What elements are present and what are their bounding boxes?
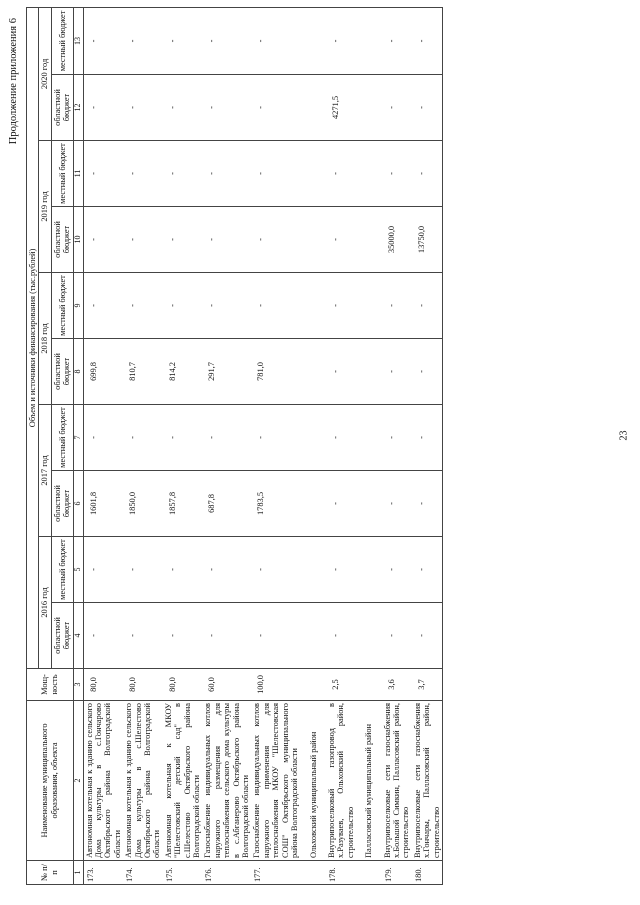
funding-cell: - [251,537,300,603]
funding-cell: - [163,273,203,339]
funding-cell: - [163,405,203,471]
funding-cell: - [123,75,163,141]
empty-cell [356,603,381,669]
column-number: 5 [73,537,83,603]
header-regional: областной бюджет [51,339,73,405]
section-row [356,7,381,884]
funding-cell: - [163,75,203,141]
funding-cell: 1857,8 [163,471,203,537]
funding-cell: 35000,0 [382,207,412,273]
object-name: Автономная котельная к зданию сельского Дома культуры в с.Шелестово Октябрьского района Волгоградской области [123,701,163,861]
funding-cell: 291,7 [202,339,251,405]
funding-cell: - [83,537,123,603]
empty-cell [301,603,326,669]
funding-cell: - [326,471,356,537]
funding-cell: - [83,75,123,141]
funding-cell: - [251,405,300,471]
funding-cell: 814,2 [163,339,203,405]
column-number: 9 [73,273,83,339]
object-name: Внутрипоселковые сети газоснабжения х.Гончары, Палласовский район, строительство [412,701,443,861]
funding-cell: - [251,141,300,207]
funding-cell: - [202,273,251,339]
table-row [202,7,251,884]
object-name: Газоснабжение индивидуальных котлов наружного размещения для теплоснабжения сельского дома культуры в с.Абганерово Октябрьского района Волгоградской области [202,701,251,861]
empty-cell [301,75,326,141]
funding-cell: - [251,603,300,669]
row-number: 177. [251,861,300,885]
funding-cell: 1783,5 [251,471,300,537]
funding-cell: - [163,603,203,669]
funding-cell: - [412,471,443,537]
funding-cell: - [83,603,123,669]
funding-cell: - [123,141,163,207]
row-number: 175. [163,861,203,885]
header-year: 2016 год [39,537,51,669]
row-number [356,861,381,885]
row-number: 174. [123,861,163,885]
funding-cell: - [163,141,203,207]
funding-cell: - [202,141,251,207]
funding-cell: - [382,339,412,405]
row-number: 173. [83,861,123,885]
funding-cell: - [123,207,163,273]
funding-cell: - [326,339,356,405]
row-number: 178. [326,861,356,885]
funding-cell: - [83,405,123,471]
power-cell: 80,0 [123,669,163,701]
header-year: 2018 год [39,273,51,405]
empty-cell [356,471,381,537]
continuation-caption: Продолжение приложения 6 [8,18,19,145]
power-cell: 80,0 [83,669,123,701]
funding-cell: - [202,207,251,273]
funding-cell: 699,8 [83,339,123,405]
funding-cell: - [163,537,203,603]
empty-cell [301,537,326,603]
funding-cell: 13750,0 [412,207,443,273]
section-title: Палласовский муниципальный район [356,701,381,861]
empty-cell [356,75,381,141]
table-row [123,7,163,884]
header-regional: областной бюджет [51,207,73,273]
object-name: Автономная котельная к МКОУ "Шелестовский детский сад" в с.Шелестово Октябрьского района Волгоградской области [163,701,203,861]
table-row [163,7,203,884]
funding-cell: - [412,603,443,669]
funding-cell: - [251,273,300,339]
funding-cell: - [326,141,356,207]
empty-cell [356,405,381,471]
funding-cell: 781,0 [251,339,300,405]
header-local: местный бюджет [51,405,73,471]
funding-cell: - [326,7,356,74]
column-number: 12 [73,75,83,141]
page-number: 23 [618,430,630,441]
funding-cell: - [382,7,412,74]
table-body [83,7,442,884]
column-number: 10 [73,207,83,273]
empty-cell [301,405,326,471]
funding-cell: - [326,537,356,603]
object-name: Внутрипоселковые сети газоснабжения х.Большой Симкин, Палласовский район, строительство [382,701,412,861]
header-no: № п/п [27,861,74,885]
power-cell: 3,6 [382,669,412,701]
row-number: 176. [202,861,251,885]
row-number: 179. [382,861,412,885]
funding-cell: - [326,207,356,273]
empty-cell [301,471,326,537]
funding-cell: - [202,405,251,471]
column-number: 1 [73,861,83,885]
power-cell: 60,0 [202,669,251,701]
column-number: 2 [73,701,83,861]
header-local: местный бюджет [51,7,73,74]
power-cell: 2,5 [326,669,356,701]
funding-cell: - [251,75,300,141]
funding-cell: - [163,7,203,74]
column-number: 13 [73,7,83,74]
row-number: 180. [412,861,443,885]
header-regional: областной бюджет [51,75,73,141]
header-year: 2017 год [39,405,51,537]
funding-table [26,7,443,885]
table-row [251,7,300,884]
section-row [301,7,326,884]
funding-cell: 810,7 [123,339,163,405]
object-name: Внутрипоселковый газопровод в х.Разуваев, Ольховский район, строительство [326,701,356,861]
table-row [382,7,412,884]
empty-cell [301,7,326,74]
funding-cell: - [202,75,251,141]
power-cell: 100,0 [251,669,300,701]
header-funding: Объем и источники финансирования (тыс.рублей) [27,7,39,668]
funding-cell: - [83,141,123,207]
section-title: Ольховский муниципальный район [301,701,326,861]
funding-cell: - [382,273,412,339]
funding-cell: - [382,405,412,471]
column-number: 3 [73,669,83,701]
funding-cell: - [412,273,443,339]
empty-cell [356,207,381,273]
funding-cell: - [326,603,356,669]
object-name: Газоснабжение индивидуальных котлов наружного применения для теплоснабжения МКОУ "Шелестовская СОШ" Октябрьского муниципального района Волгоградской области [251,701,300,861]
funding-cell: - [202,7,251,74]
funding-cell: 4271,5 [326,75,356,141]
power-cell: 3,7 [412,669,443,701]
empty-cell [301,141,326,207]
column-number: 11 [73,141,83,207]
funding-cell: - [251,207,300,273]
funding-cell: - [412,75,443,141]
header-name: Наименование муниципального образования, объекта [27,701,74,861]
funding-cell: - [123,273,163,339]
empty-cell [356,537,381,603]
table-row [326,7,356,884]
funding-cell: - [412,537,443,603]
column-number: 6 [73,471,83,537]
funding-cell: - [412,405,443,471]
header-local: местный бюджет [51,141,73,207]
empty-cell [356,669,381,701]
funding-cell: - [382,141,412,207]
funding-cell: - [83,207,123,273]
empty-cell [301,339,326,405]
funding-cell: - [326,405,356,471]
funding-cell: - [382,603,412,669]
funding-cell: - [83,273,123,339]
empty-cell [356,7,381,74]
header-power: Мощ-ность [27,669,74,701]
column-number: 7 [73,405,83,471]
header-local: местный бюджет [51,537,73,603]
header-regional: областной бюджет [51,603,73,669]
empty-cell [356,339,381,405]
funding-cell: - [412,7,443,74]
empty-cell [301,669,326,701]
funding-cell: - [83,7,123,74]
header-year: 2019 год [39,141,51,273]
funding-cell: - [163,207,203,273]
column-number: 4 [73,603,83,669]
funding-cell: - [382,75,412,141]
funding-cell: - [412,339,443,405]
header-year: 2020 год [39,7,51,140]
funding-cell: - [326,273,356,339]
table-row [83,7,123,884]
empty-cell [301,273,326,339]
funding-cell: - [123,537,163,603]
funding-cell: - [202,603,251,669]
header-local: местный бюджет [51,273,73,339]
funding-cell: - [251,7,300,74]
funding-cell: - [382,471,412,537]
funding-cell: - [123,603,163,669]
column-number: 8 [73,339,83,405]
row-number [301,861,326,885]
empty-cell [356,273,381,339]
funding-cell: 687,8 [202,471,251,537]
funding-cell: 1850,0 [123,471,163,537]
empty-cell [356,141,381,207]
object-name: Автономная котельная к зданию сельского Дома культуры в с.Гончарово Октябрьского района Волгоградской области [83,701,123,861]
power-cell: 80,0 [163,669,203,701]
header-regional: областной бюджет [51,471,73,537]
table-row [412,7,443,884]
funding-cell: - [202,537,251,603]
rotated-table-page [0,10,640,895]
funding-cell: 1601,8 [83,471,123,537]
funding-cell: - [123,7,163,74]
funding-cell: - [412,141,443,207]
empty-cell [301,207,326,273]
funding-cell: - [382,537,412,603]
funding-cell: - [123,405,163,471]
